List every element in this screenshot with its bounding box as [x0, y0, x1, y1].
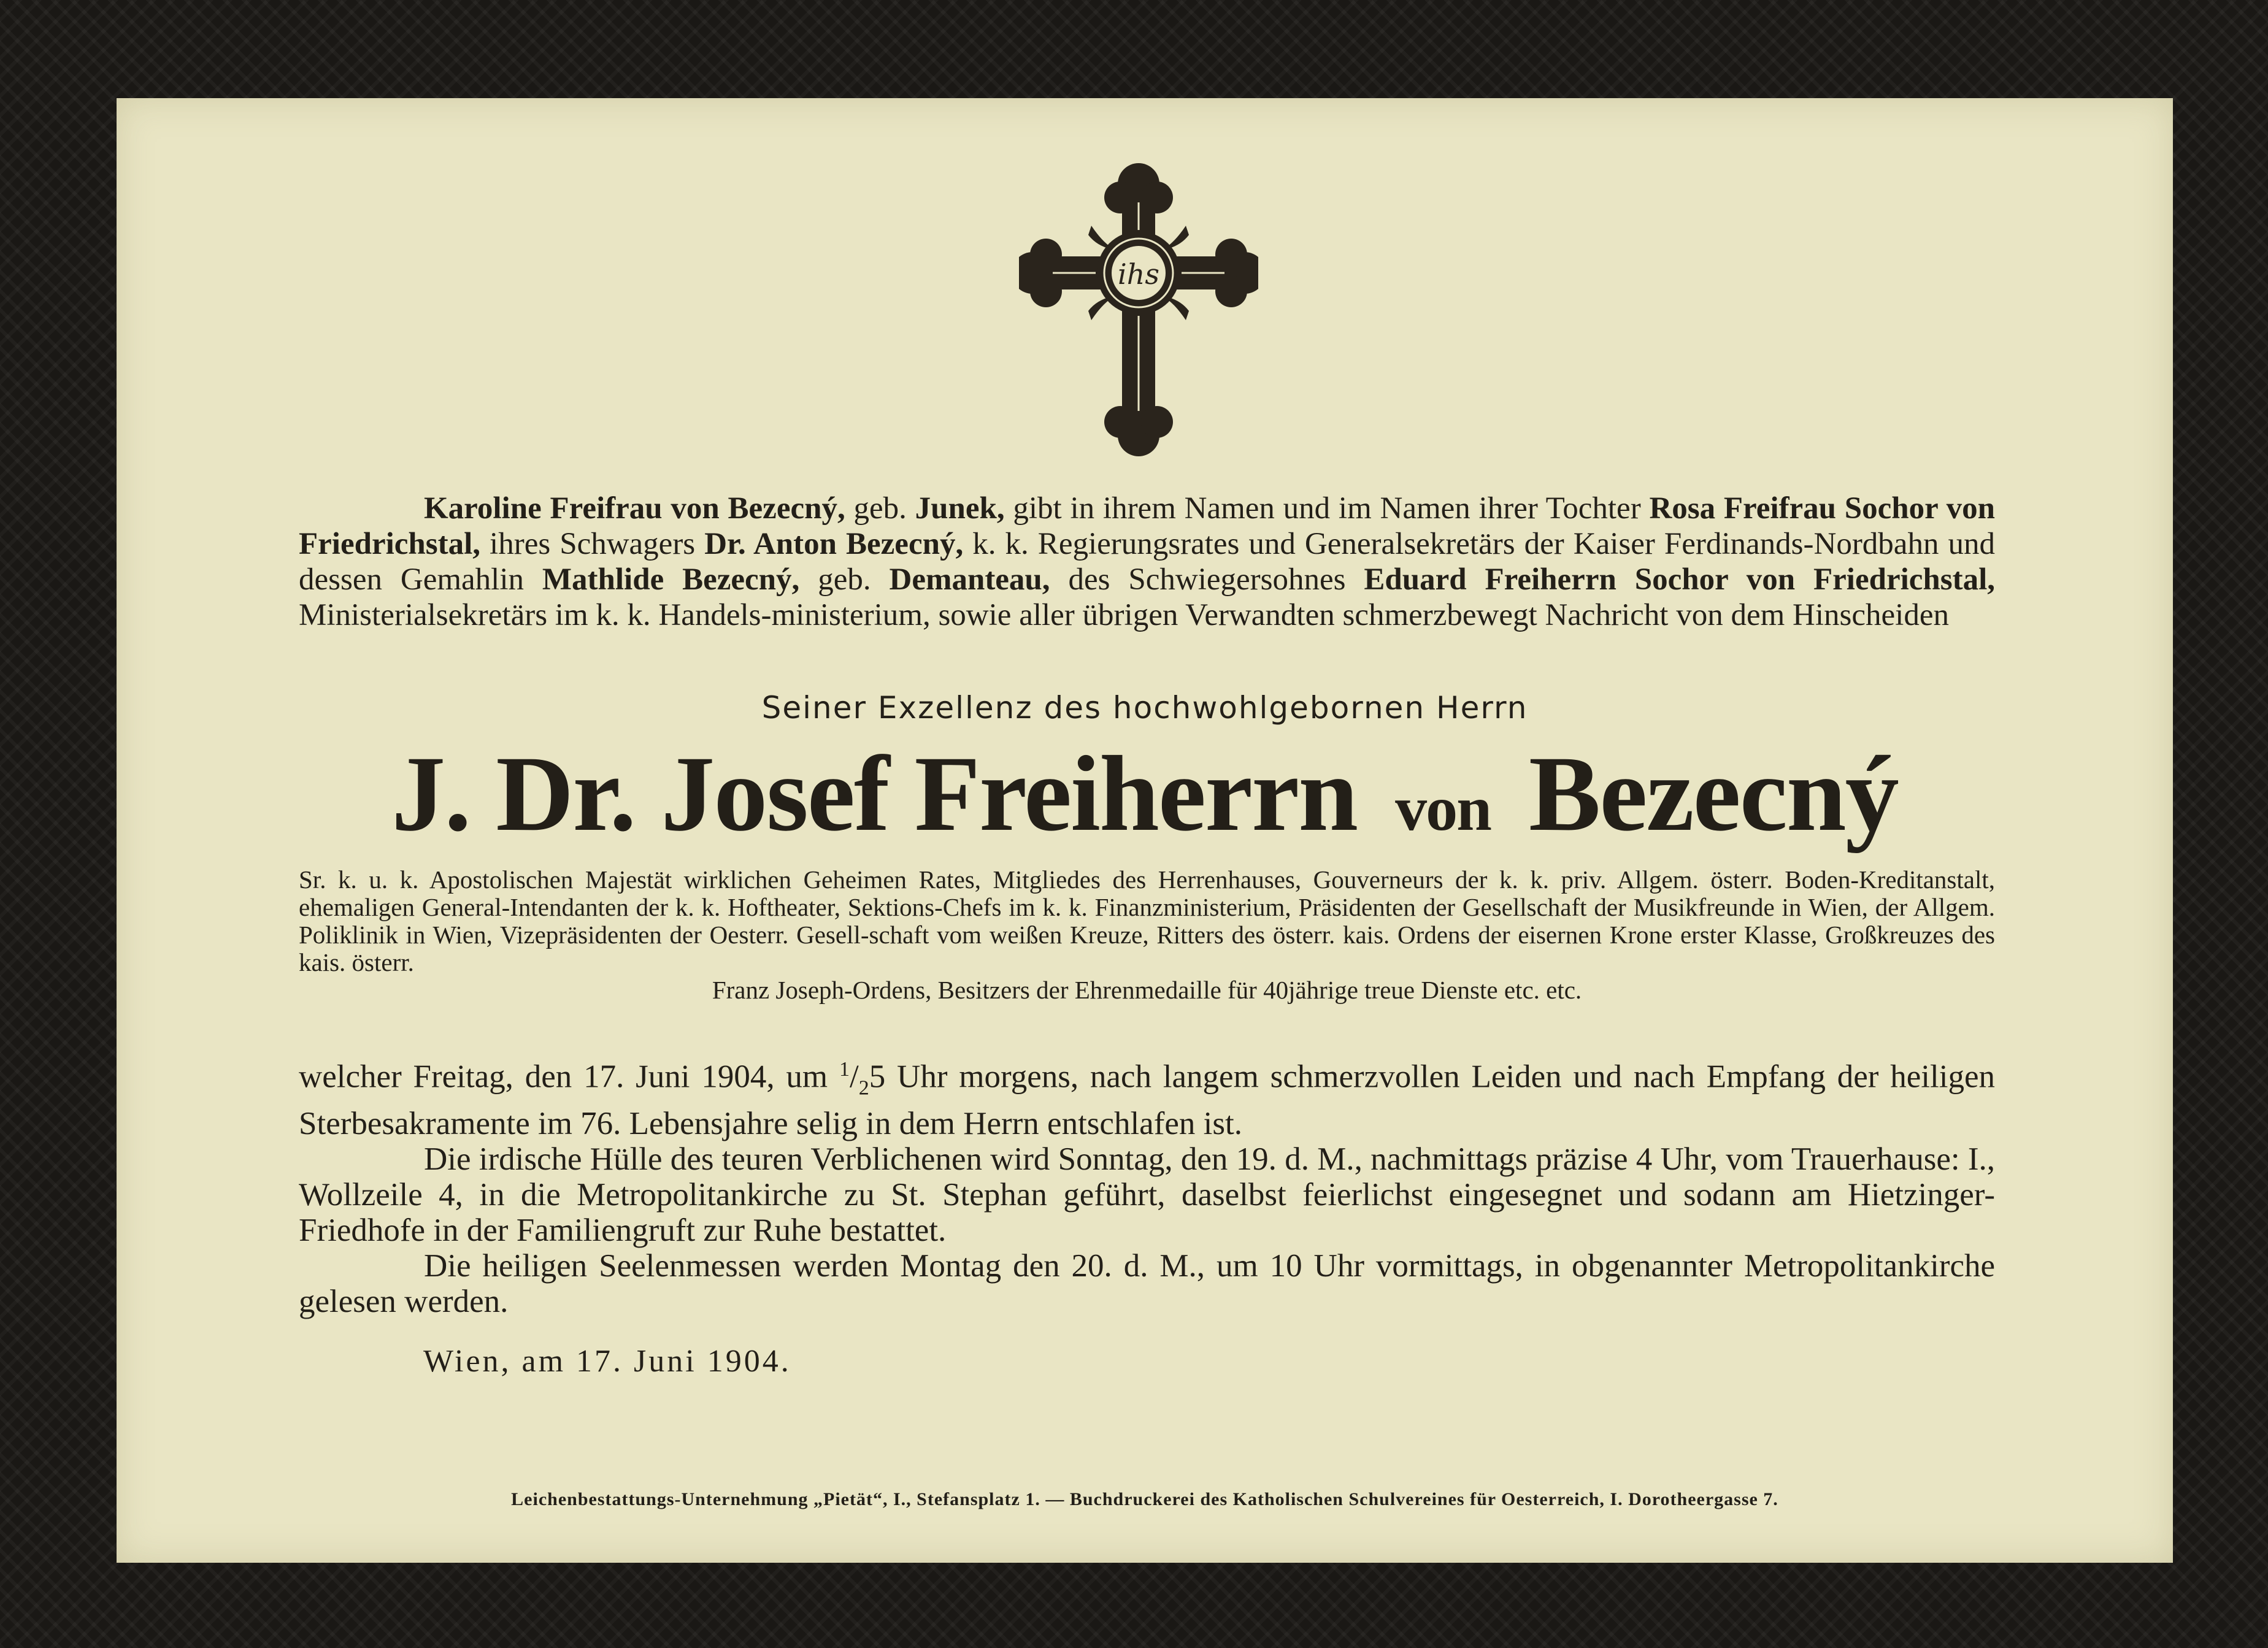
titles-honors: Sr. k. u. k. Apostolischen Majestät wirklichen Geheimen Rates, Mitgliedes des Herrenhauses, Gouverneurs der k. k. priv. Allgem. österr. Boden-Kreditanstalt, ehemaligen General-Intendanten der k. k. Hoftheater, Sektions-Chefs im k. k. Finanzministerium, Präsidenten der Gesellschaft der Musikfreunde in Wien, der Allgem. Poliklinik in Wien, Vizepräsidenten der Oesterr. Gesell-schaft vom weißen Kreuze, Ritters des österr. kais. Ordens der eisernen Krone erster Klasse, Großkreuzes des kais. österr. Franz Joseph-Ordens, Besitzers der Ehrenmedaille für 40jährige treue Dienste etc. etc. [299, 865, 1995, 1004]
announcement-body [299, 1052, 1995, 1319]
announcement-intro: Karoline Freifrau von Bezecný, geb. Junek, gibt in ihrem Namen und im Namen ihrer Tochter Rosa Freifrau Sochor von Friedrichstal, ihres Schwagers Dr. Anton Bezecný, k. k. Regierungsrates und Generalsekretärs der Kaiser Ferdinands-Nordbahn und dessen Gemahlin Mathlide Bezecný, geb. Demanteau, des Schwiegersohnes Eduard Freiherrn Sochor von Friedrichstal, Ministerialsekretärs im k. k. Handels-ministerium, sowie aller übrigen Verwandten schmerzbewegt Nachricht von dem Hinscheiden [299, 491, 1996, 632]
cross-icon [1019, 159, 1258, 466]
monogram: ihs [1118, 258, 1159, 291]
death-paragraph: welcher Freitag, den 17. Juni 1904, um $^1/_25$ Uhr morgens, nach langem schmerzvollen Leiden und nach Empfang der heiligen Sterbesakramente im 76. Lebensjahre selig in dem Herrn entschlafen ist. [299, 1058, 1995, 1142]
deceased-name: J. Dr. Josef Freiherrn von Bezecný [391, 734, 1898, 854]
funeral-paragraph: Die irdische Hülle des teuren Verblichenen wird Sonntag, den 19. d. M., nachmittags präzise 4 Uhr, vom Trauerhause: I., Wollzeile 4, in die Metropolitankirche zu St. Stephan geführt, daselbst feierlichst eingesegnet und sodann am Hietzinger-Friedhofe in der Familiengruft zur Ruhe bestattet. [299, 1141, 1995, 1249]
place-date: Wien, am 17. Juni 1904. [423, 1344, 791, 1379]
mass-paragraph: Die heiligen Seelenmessen werden Montag den 20. d. M., um 10 Uhr vormittags, in obgenannter Metropolitankirche gelesen werden. [299, 1248, 1995, 1320]
printer-footer: Leichenbestattungs-Unternehmung „Pietät“, I., Stefansplatz 1. — Buchdruckerei des Katholischen Schulvereines für Oesterreich, I. Dorotheergasse 7. [511, 1489, 1778, 1509]
obituary-card [117, 98, 2173, 1563]
honorific-line: Seiner Exzellenz des hochwohlgebornen Herrn [761, 690, 1528, 726]
